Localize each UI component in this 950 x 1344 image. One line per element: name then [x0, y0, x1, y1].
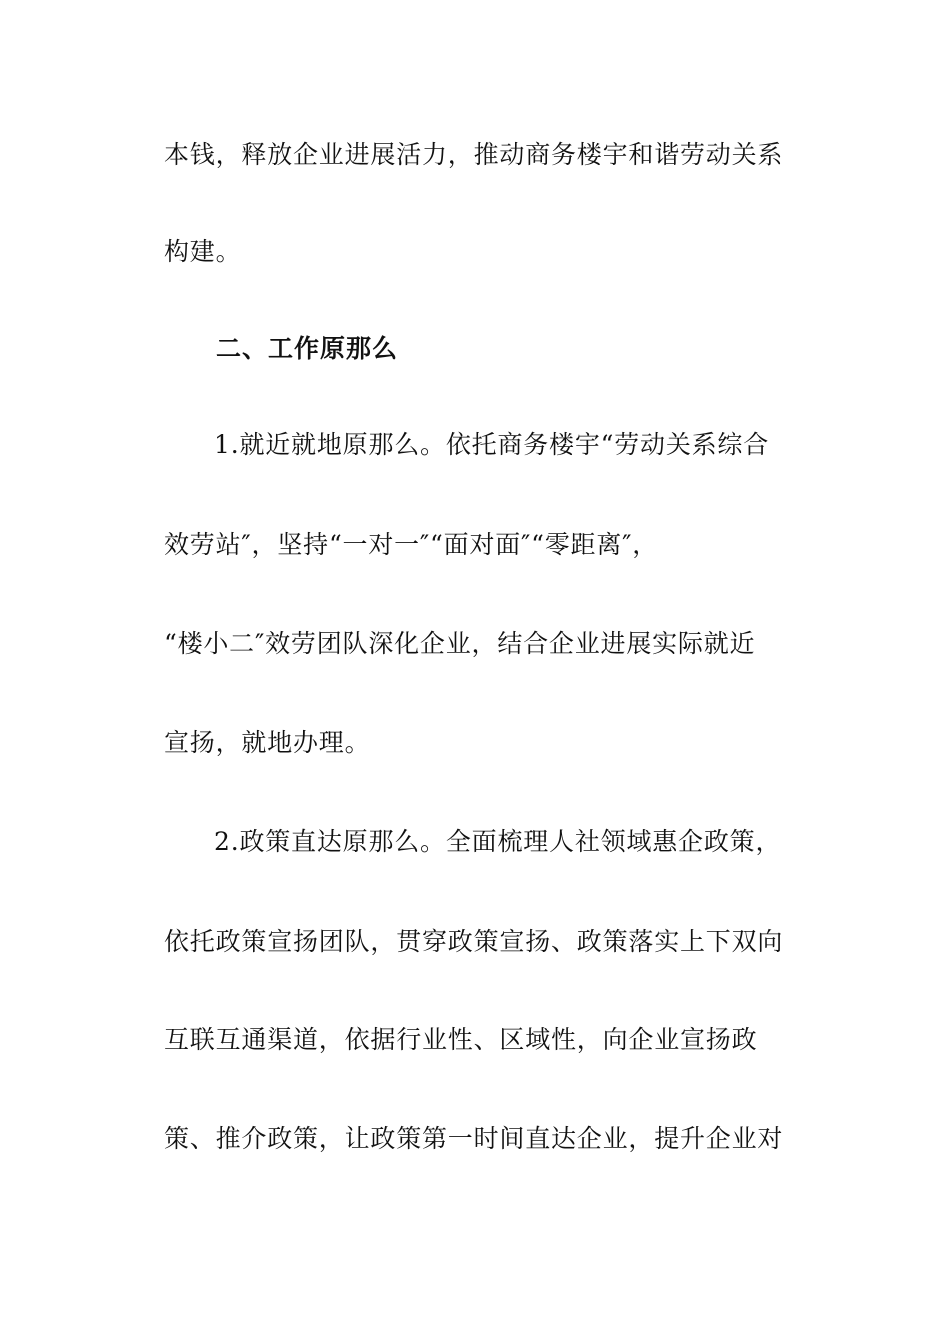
- paragraph-line: 构建。: [164, 237, 242, 266]
- paragraph-line: 1.就近就地原那么。依托商务楼宇“劳动关系综合: [214, 430, 770, 459]
- paragraph-line: 策、推介政策，让政策第一时间直达企业，提升企业对: [164, 1124, 784, 1153]
- paragraph-line: 2.政策直达原那么。全面梳理人社领域惠企政策，: [214, 827, 782, 856]
- section-heading: 二、工作原那么: [216, 334, 399, 363]
- paragraph-line: 效劳站″，坚持“一对一″“面对面″“零距离″，: [164, 530, 659, 559]
- paragraph-line: 本钱，释放企业进展活力，推动商务楼宇和谐劳动关系: [164, 140, 784, 169]
- paragraph-line: “楼小二″效劳团队深化企业，结合企业进展实际就近: [164, 629, 756, 658]
- paragraph-line: 依托政策宣扬团队，贯穿政策宣扬、政策落实上下双向: [164, 927, 784, 956]
- paragraph-line: 宣扬，就地办理。: [164, 728, 371, 757]
- paragraph-line: 互联互通渠道，依据行业性、区域性，向企业宣扬政: [164, 1025, 758, 1054]
